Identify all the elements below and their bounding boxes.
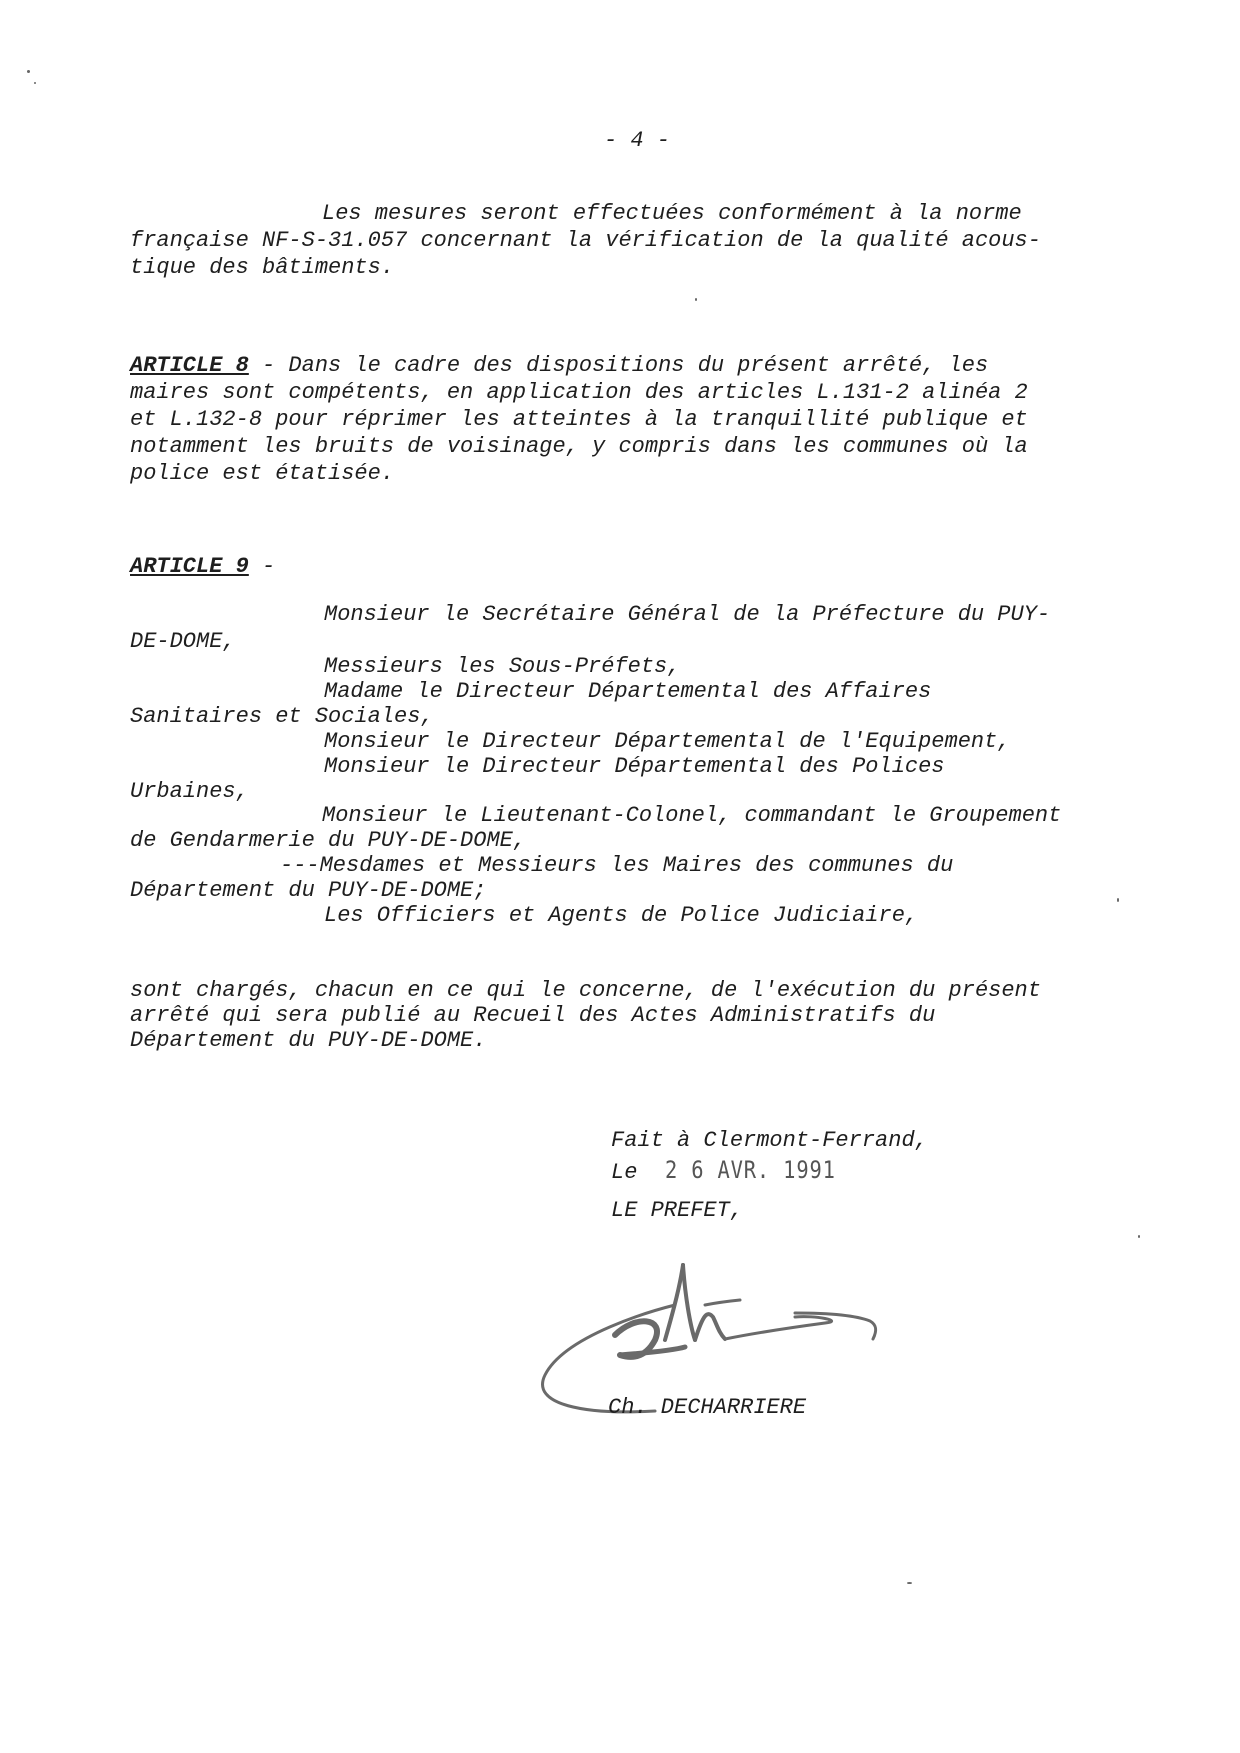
article-8-heading: ARTICLE 8 [130,353,249,378]
recipient-line: Département du PUY-DE-DOME; [130,878,487,903]
closing-line: sont chargés, chacun en ce qui le concerne, de l'exécution du présent [130,978,1041,1003]
place-of-signing: Fait à Clermont-Ferrand, [611,1128,928,1153]
article-8-line: notamment les bruits de voisinage, y compris dans les communes où la [130,434,1028,459]
article-8-line: police est étatisée. [130,461,395,486]
date-line [611,1158,866,1184]
article-9-heading: ARTICLE 9 [130,554,249,579]
closing-line: arrêté qui sera publié au Recueil des Actes Administratifs du [130,1003,936,1028]
recipient-line: Messieurs les Sous-Préfets, [324,654,681,679]
article-8-text: - Dans le cadre des dispositions du présent arrêté, les [248,353,989,378]
prefet-title: LE PREFET, [611,1198,744,1223]
page-number: - 4 - [604,128,671,153]
article-8-line: et L.132-8 pour réprimer les atteintes à la tranquillité publique et [130,407,1028,432]
scan-speck [1117,898,1119,902]
paragraph-line: Les mesures seront effectuées conformément à la norme [322,201,1022,226]
recipient-line: Urbaines, [130,779,249,804]
date-stamp: 2 6 AVR. 1991 [665,1156,837,1184]
recipient-line: Monsieur le Lieutenant-Colonel, commandant le Groupement [322,803,1062,828]
recipient-line: Les Officiers et Agents de Police Judiciaire, [324,903,919,928]
article-8-line: maires sont compétents, en application des articles L.131-2 alinéa 2 [130,380,1028,405]
recipient-line: DE-DOME, [130,629,236,654]
signatory-name: Ch. DECHARRIERE [608,1395,807,1420]
recipient-line: Monsieur le Secrétaire Général de la Préfecture du PUY- [324,602,1051,627]
closing-line: Département du PUY-DE-DOME. [130,1028,487,1053]
scan-speck [34,82,36,84]
scan-speck [695,298,697,301]
article-9-heading-suffix: - [248,554,276,579]
paragraph-line: française NF-S-31.057 concernant la vérification de la qualité acous- [130,228,1041,253]
recipient-line: de Gendarmerie du PUY-DE-DOME, [130,828,527,853]
scan-speck [1138,1235,1140,1238]
recipient-line: ---Mesdames et Messieurs les Maires des communes du [280,853,954,878]
paragraph-line: tique des bâtiments. [130,255,395,280]
recipient-line: Monsieur le Directeur Départemental de l'Equipement, [324,729,1011,754]
recipient-line: Monsieur le Directeur Départemental des Polices [324,754,945,779]
scan-speck [907,1582,912,1584]
scan-speck [27,70,30,73]
article-9-heading-line [130,556,275,578]
date-prefix: Le [611,1160,638,1185]
article-8-first-line [130,355,988,377]
recipient-line: Sanitaires et Sociales, [130,704,434,729]
recipient-line: Madame le Directeur Départemental des Affaires [324,679,932,704]
